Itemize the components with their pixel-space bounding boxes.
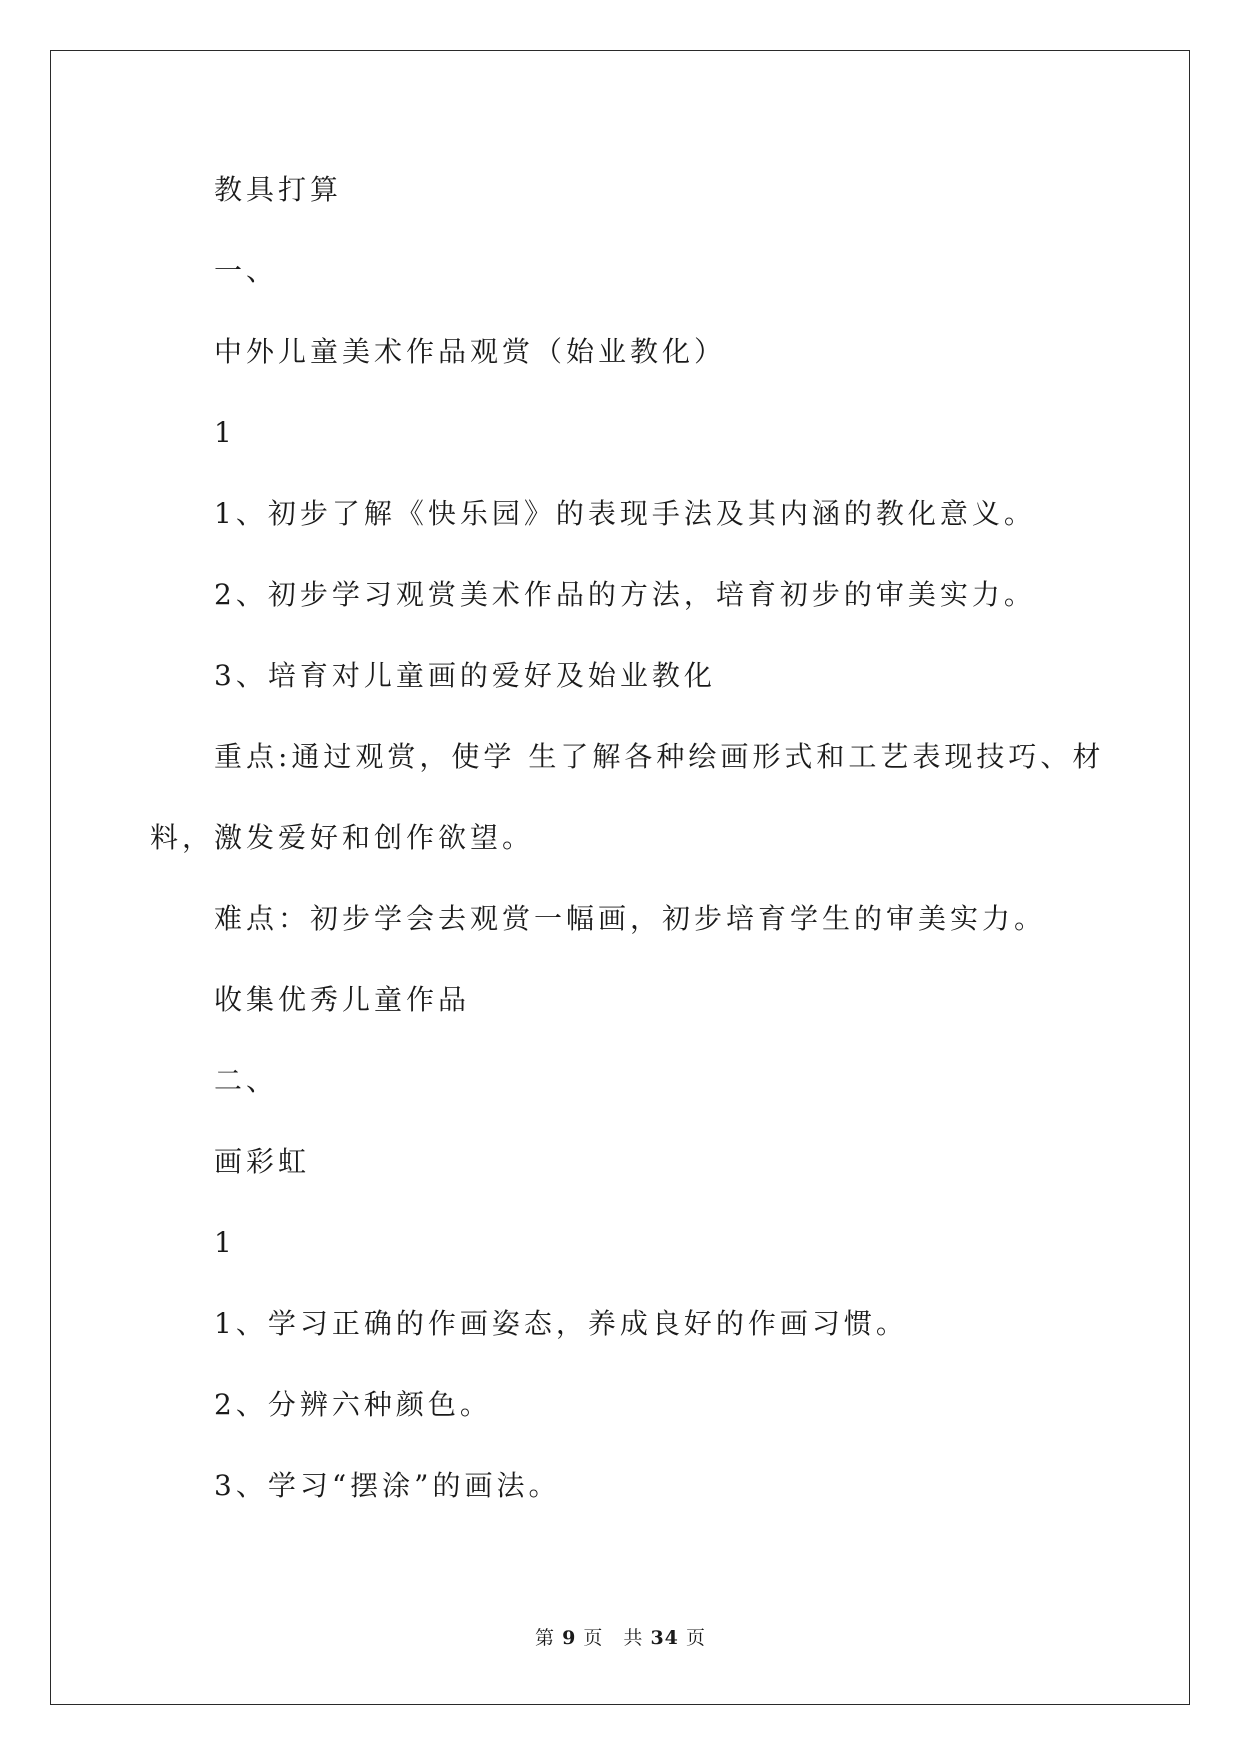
key-point-continued: 料，激发爱好和创作欲望。: [150, 821, 535, 854]
objective-item: 1、学习正确的作画姿态，养成良好的作画习惯。: [214, 1307, 908, 1340]
section-number: 一、: [214, 254, 279, 287]
lesson-title: 画彩虹: [214, 1145, 311, 1178]
lesson-hours: 1: [214, 1226, 236, 1259]
footer-prefix: 第: [535, 1627, 556, 1649]
total-pages: 34: [650, 1627, 679, 1649]
page-border: [50, 50, 1190, 1705]
objective-item: 1、初步了解《快乐园》的表现手法及其内涵的教化意义。: [214, 497, 1036, 530]
page-number: 9: [562, 1627, 577, 1649]
teaching-aids: 收集优秀儿童作品: [214, 983, 471, 1016]
section-number: 二、: [214, 1064, 279, 1097]
objective-item: 3、学习“摆涂”的画法。: [214, 1469, 561, 1502]
text-line: 教具打算: [214, 173, 343, 206]
difficult-point: 难点：初步学会去观赏一幅画，初步培育学生的审美实力。: [214, 902, 1047, 935]
objective-item: 2、初步学习观赏美术作品的方法，培育初步的审美实力。: [214, 578, 1036, 611]
footer-mid: 页 共: [583, 1627, 644, 1649]
objective-item: 2、分辨六种颜色。: [214, 1388, 492, 1421]
lesson-title: 中外儿童美术作品观赏（始业教化）: [214, 335, 727, 368]
objective-item: 3、培育对儿童画的爱好及始业教化: [214, 659, 716, 692]
lesson-hours: 1: [214, 416, 236, 449]
page-footer: [0, 1626, 1241, 1650]
key-point: 重点:通过观赏，使学 生了解各种绘画形式和工艺表现技巧、材: [214, 740, 1105, 773]
footer-suffix: 页: [685, 1627, 706, 1649]
